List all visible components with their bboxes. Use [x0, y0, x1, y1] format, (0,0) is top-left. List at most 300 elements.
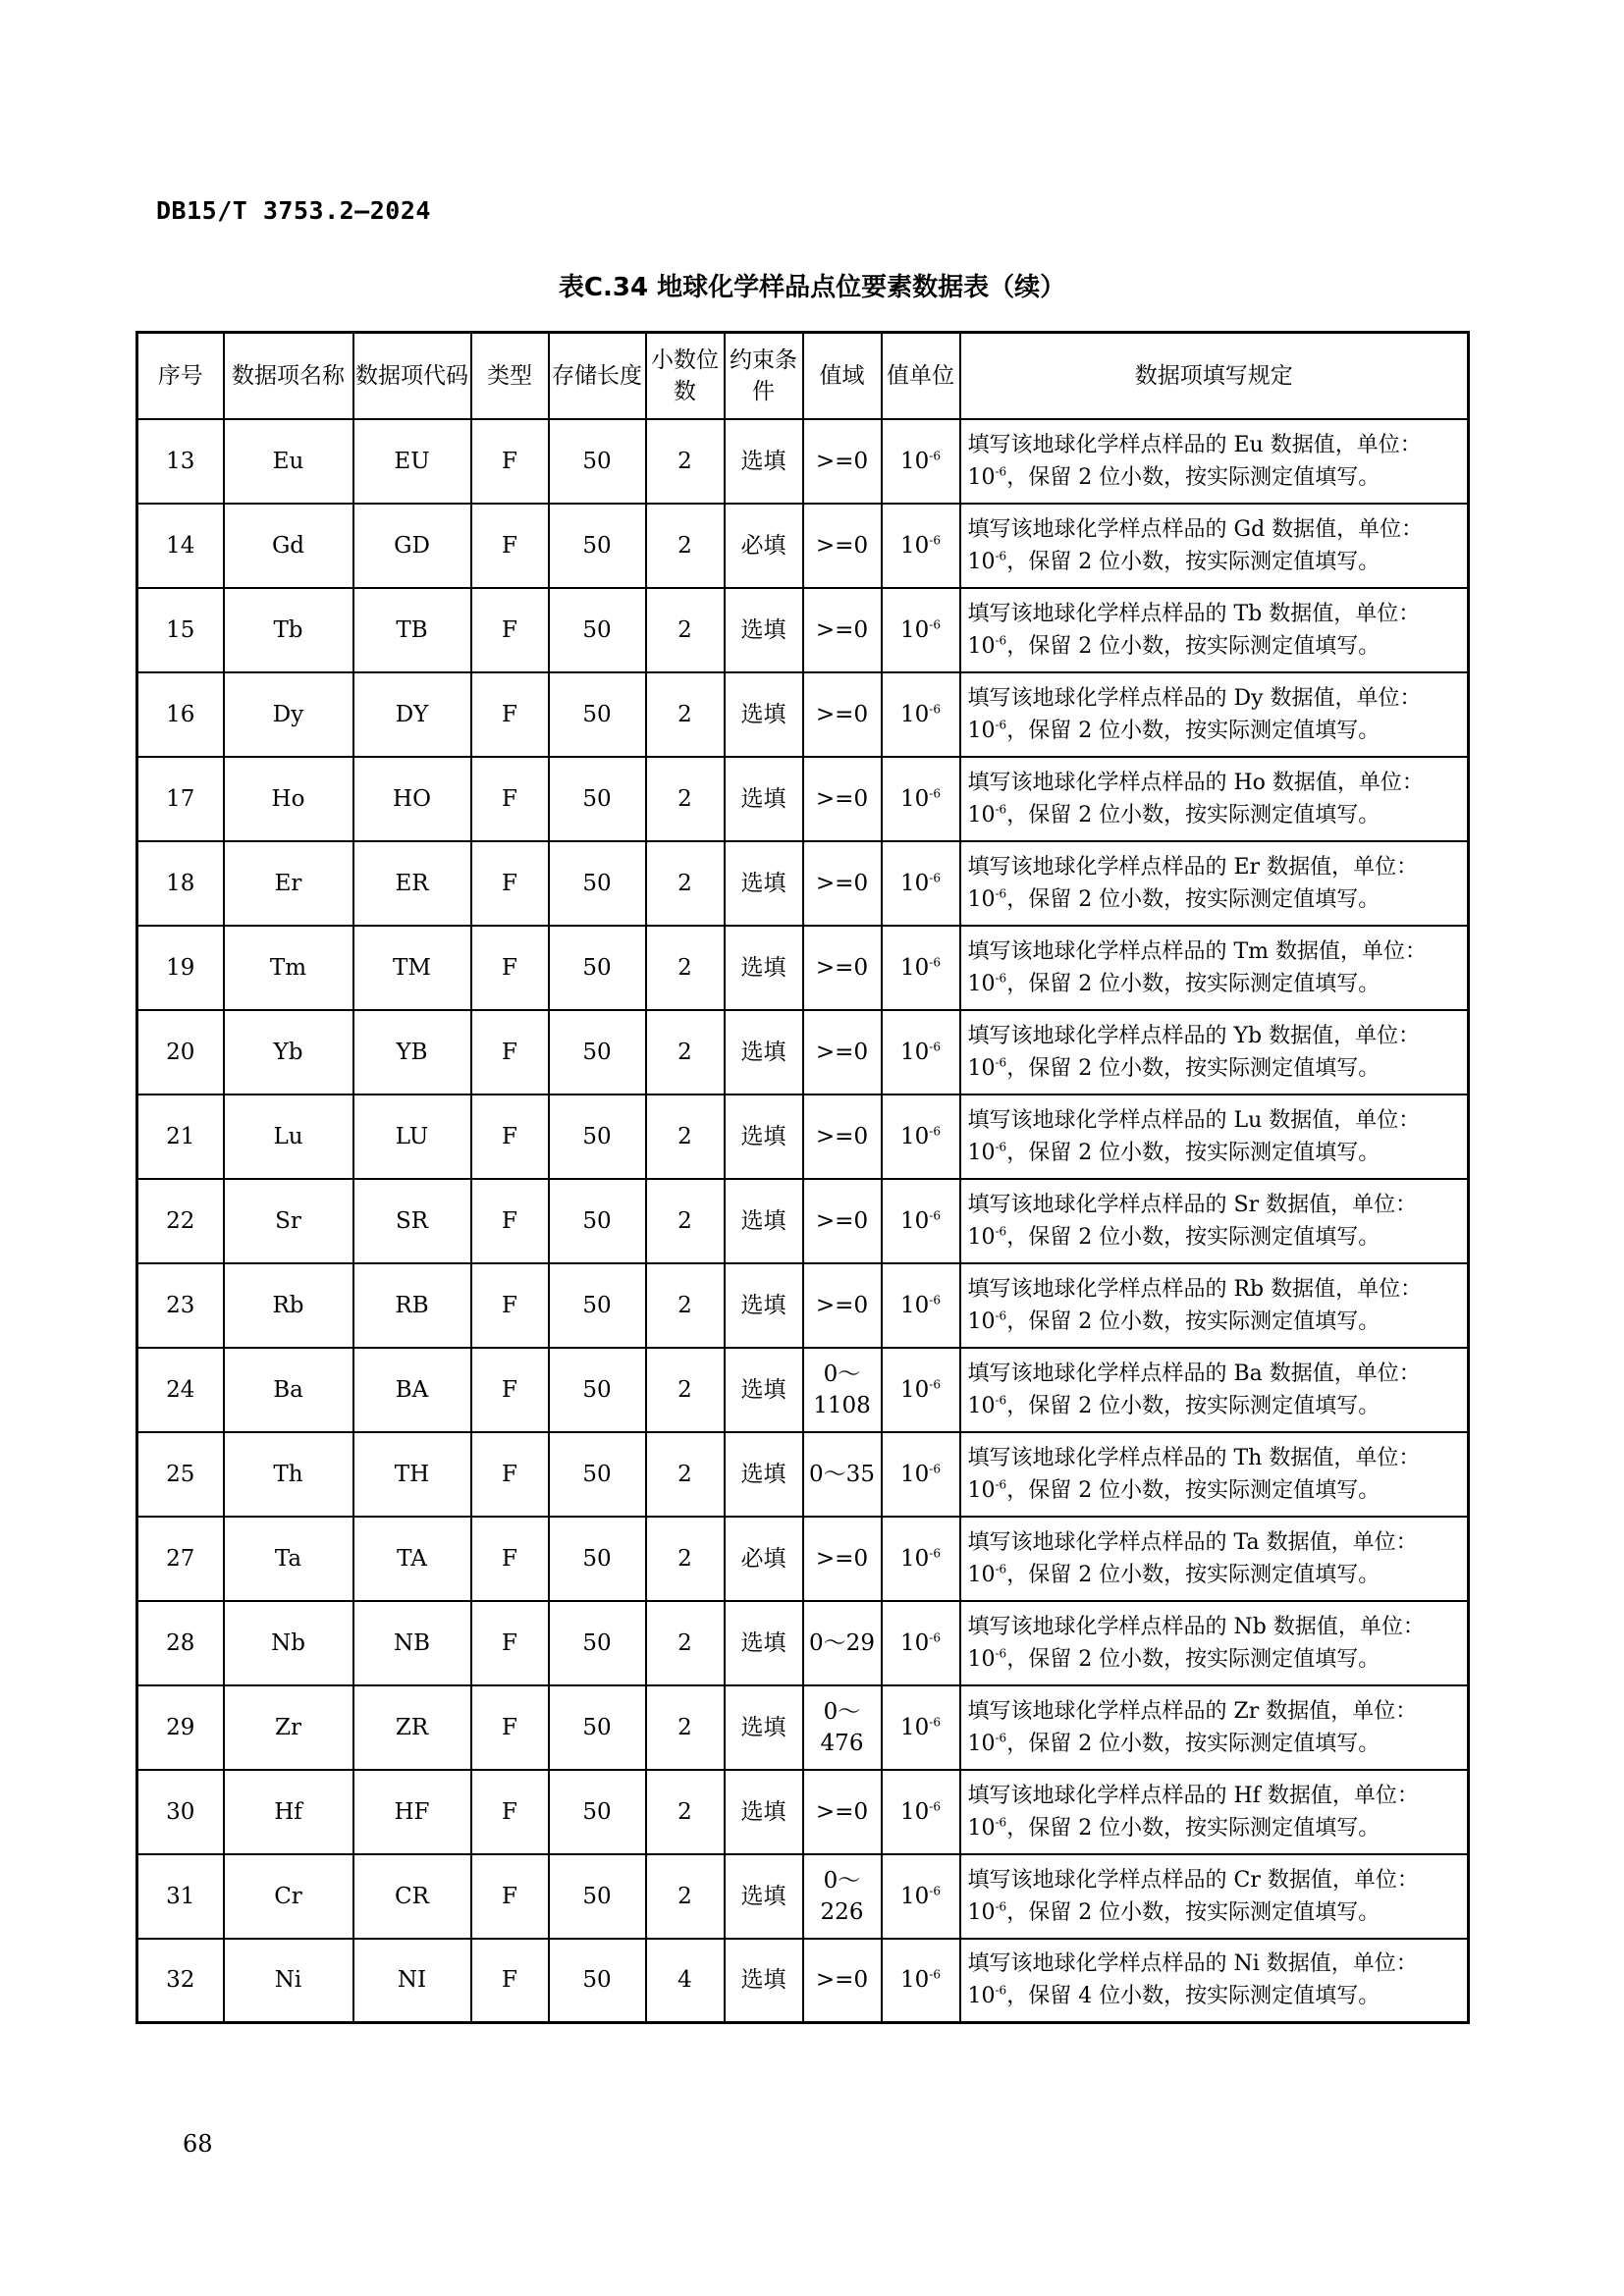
- unit-base: 10: [900, 701, 930, 727]
- cell-rule: [960, 1348, 1469, 1432]
- rule-unit-base: 10: [967, 1815, 996, 1841]
- rule-line-1: 填写该地球化学样点样品的 Th 数据值，单位：: [967, 1445, 1421, 1470]
- cell-length: 50: [549, 1348, 646, 1432]
- rule-unit-exponent: -6: [995, 802, 1007, 817]
- rule-line-2: ，保留 2 位小数，按实际测定值填写。: [1006, 1815, 1380, 1841]
- rule-unit-exponent: -6: [995, 549, 1007, 563]
- cell-unit: [882, 1939, 960, 2023]
- header-unit: 值单位: [882, 333, 960, 419]
- rule-line-1: 填写该地球化学样点样品的 Zr 数据值，单位：: [967, 1698, 1418, 1724]
- cell-length: 50: [549, 1095, 646, 1179]
- cell-constraint: 选填: [725, 1601, 803, 1685]
- unit-base: 10: [900, 532, 930, 559]
- table-row: [137, 926, 1469, 1010]
- table-title: 表C.34 地球化学样品点位要素数据表（续）: [558, 273, 1066, 302]
- rule-unit-exponent: -6: [995, 1983, 1007, 1998]
- cell-unit: [882, 1263, 960, 1348]
- cell-decimals: 2: [646, 1348, 725, 1432]
- cell-name: Tm: [224, 926, 353, 1010]
- unit-base: 10: [900, 785, 930, 812]
- header-domain: 值域: [803, 333, 882, 419]
- cell-domain: >=0: [803, 504, 882, 588]
- rule-line-2: ，保留 2 位小数，按实际测定值填写。: [1006, 464, 1380, 490]
- rule-line-1: 填写该地球化学样点样品的 Gd 数据值，单位：: [967, 516, 1424, 542]
- cell-rule: [960, 1179, 1469, 1263]
- cell-decimals: 2: [646, 757, 725, 841]
- unit-base: 10: [900, 1461, 930, 1487]
- cell-domain: 0～35: [803, 1432, 882, 1517]
- table-row: [137, 1939, 1469, 2023]
- rule-line-2: ，保留 2 位小数，按实际测定值填写。: [1006, 1393, 1380, 1418]
- cell-constraint: 选填: [725, 1939, 803, 2023]
- rule-unit-base: 10: [967, 1646, 996, 1672]
- unit-exponent: -6: [929, 1292, 941, 1307]
- rule-unit-base: 10: [967, 886, 996, 912]
- cell-unit: [882, 1432, 960, 1517]
- unit-base: 10: [900, 1292, 930, 1318]
- cell-type: F: [471, 419, 549, 504]
- cell-rule: [960, 1517, 1469, 1601]
- cell-name: Gd: [224, 504, 353, 588]
- unit-exponent: -6: [929, 448, 941, 462]
- cell-domain: >=0: [803, 1517, 882, 1601]
- cell-type: F: [471, 504, 549, 588]
- cell-constraint: 选填: [725, 1095, 803, 1179]
- rule-unit-base: 10: [967, 971, 996, 996]
- cell-length: 50: [549, 1685, 646, 1770]
- cell-type: F: [471, 1601, 549, 1685]
- table-row: [137, 672, 1469, 757]
- rule-line-1: 填写该地球化学样点样品的 Yb 数据值，单位：: [967, 1023, 1421, 1048]
- cell-type: F: [471, 1348, 549, 1432]
- rule-unit-exponent: -6: [995, 1562, 1007, 1576]
- cell-decimals: 2: [646, 1517, 725, 1601]
- cell-unit: [882, 1685, 960, 1770]
- rule-unit-base: 10: [967, 1477, 996, 1503]
- cell-length: 50: [549, 1517, 646, 1601]
- cell-rule: [960, 1770, 1469, 1854]
- cell-decimals: 2: [646, 1685, 725, 1770]
- table-row: [137, 841, 1469, 926]
- cell-decimals: 2: [646, 1854, 725, 1939]
- table-row: [137, 1432, 1469, 1517]
- rule-line-1: 填写该地球化学样点样品的 Rb 数据值，单位：: [967, 1276, 1423, 1302]
- cell-rule: [960, 672, 1469, 757]
- unit-base: 10: [900, 870, 930, 896]
- cell-constraint: 选填: [725, 841, 803, 926]
- unit-base: 10: [900, 1798, 930, 1825]
- rule-unit-exponent: -6: [995, 1140, 1007, 1154]
- cell-length: 50: [549, 1263, 646, 1348]
- cell-constraint: 选填: [725, 672, 803, 757]
- cell-name: Dy: [224, 672, 353, 757]
- cell-index: 30: [137, 1770, 224, 1854]
- data-table: [135, 331, 1470, 2024]
- cell-name: Lu: [224, 1095, 353, 1179]
- cell-type: F: [471, 1854, 549, 1939]
- cell-decimals: 2: [646, 1601, 725, 1685]
- cell-code: TA: [353, 1517, 471, 1601]
- cell-name: Ba: [224, 1348, 353, 1432]
- rule-unit-exponent: -6: [995, 1815, 1007, 1830]
- header-constraint: 约束条件: [725, 333, 803, 419]
- cell-name: Sr: [224, 1179, 353, 1263]
- cell-domain: >=0: [803, 841, 882, 926]
- cell-name: Nb: [224, 1601, 353, 1685]
- cell-constraint: 选填: [725, 1010, 803, 1095]
- cell-name: Tb: [224, 588, 353, 672]
- unit-exponent: -6: [929, 954, 941, 969]
- cell-unit: [882, 1601, 960, 1685]
- cell-type: F: [471, 1517, 549, 1601]
- cell-constraint: 选填: [725, 1854, 803, 1939]
- cell-length: 50: [549, 1770, 646, 1854]
- cell-type: F: [471, 1770, 549, 1854]
- rule-line-2: ，保留 2 位小数，按实际测定值填写。: [1006, 718, 1380, 743]
- unit-base: 10: [900, 616, 930, 643]
- rule-line-1: 填写该地球化学样点样品的 Dy 数据值，单位：: [967, 685, 1422, 711]
- cell-index: 14: [137, 504, 224, 588]
- cell-domain: 0～476: [803, 1685, 882, 1770]
- cell-domain: >=0: [803, 672, 882, 757]
- cell-rule: [960, 841, 1469, 926]
- cell-length: 50: [549, 504, 646, 588]
- cell-decimals: 2: [646, 419, 725, 504]
- rule-unit-base: 10: [967, 802, 996, 828]
- cell-code: EU: [353, 419, 471, 504]
- unit-exponent: -6: [929, 701, 941, 716]
- cell-name: Ni: [224, 1939, 353, 2023]
- rule-line-2: ，保留 2 位小数，按实际测定值填写。: [1006, 802, 1380, 828]
- cell-length: 50: [549, 1601, 646, 1685]
- cell-domain: >=0: [803, 588, 882, 672]
- cell-length: 50: [549, 588, 646, 672]
- rule-line-2: ，保留 2 位小数，按实际测定值填写。: [1006, 1899, 1380, 1925]
- cell-decimals: 2: [646, 1770, 725, 1854]
- header-code: 数据项代码: [353, 333, 471, 419]
- cell-unit: [882, 1517, 960, 1601]
- cell-domain: >=0: [803, 1939, 882, 2023]
- page-number: 68: [183, 2130, 213, 2158]
- cell-type: F: [471, 926, 549, 1010]
- cell-domain: >=0: [803, 757, 882, 841]
- cell-rule: [960, 1010, 1469, 1095]
- cell-index: 16: [137, 672, 224, 757]
- cell-rule: [960, 1685, 1469, 1770]
- rule-line-2: ，保留 2 位小数，按实际测定值填写。: [1006, 1731, 1380, 1756]
- cell-code: BA: [353, 1348, 471, 1432]
- rule-unit-exponent: -6: [995, 1224, 1007, 1239]
- cell-domain: >=0: [803, 1179, 882, 1263]
- cell-rule: [960, 1939, 1469, 2023]
- cell-index: 24: [137, 1348, 224, 1432]
- rule-line-1: 填写该地球化学样点样品的 Ta 数据值，单位：: [967, 1529, 1418, 1555]
- cell-constraint: 选填: [725, 1770, 803, 1854]
- cell-name: Yb: [224, 1010, 353, 1095]
- rule-unit-exponent: -6: [995, 971, 1007, 986]
- table-row: [137, 1601, 1469, 1685]
- cell-name: Er: [224, 841, 353, 926]
- cell-type: F: [471, 757, 549, 841]
- cell-code: NB: [353, 1601, 471, 1685]
- cell-length: 50: [549, 1179, 646, 1263]
- rule-unit-base: 10: [967, 1140, 996, 1165]
- table-header-row: [137, 333, 1469, 419]
- cell-length: 50: [549, 926, 646, 1010]
- rule-line-1: 填写该地球化学样点样品的 Eu 数据值，单位：: [967, 432, 1422, 457]
- table-row: [137, 504, 1469, 588]
- rule-unit-base: 10: [967, 1899, 996, 1925]
- unit-exponent: -6: [929, 1798, 941, 1813]
- cell-unit: [882, 1179, 960, 1263]
- cell-index: 32: [137, 1939, 224, 2023]
- rule-line-1: 填写该地球化学样点样品的 Lu 数据值，单位：: [967, 1107, 1421, 1133]
- rule-unit-base: 10: [967, 1224, 996, 1250]
- cell-domain: >=0: [803, 1010, 882, 1095]
- cell-code: RB: [353, 1263, 471, 1348]
- rule-unit-base: 10: [967, 718, 996, 743]
- rule-unit-exponent: -6: [995, 1899, 1007, 1914]
- cell-code: SR: [353, 1179, 471, 1263]
- cell-domain: >=0: [803, 926, 882, 1010]
- rule-unit-exponent: -6: [995, 464, 1007, 479]
- header-decimals: 小数位数: [646, 333, 725, 419]
- cell-constraint: 选填: [725, 1348, 803, 1432]
- cell-type: F: [471, 588, 549, 672]
- cell-domain: >=0: [803, 1263, 882, 1348]
- rule-line-1: 填写该地球化学样点样品的 Nb 数据值，单位：: [967, 1614, 1425, 1639]
- cell-decimals: 2: [646, 1179, 725, 1263]
- rule-line-2: ，保留 2 位小数，按实际测定值填写。: [1006, 886, 1380, 912]
- cell-code: YB: [353, 1010, 471, 1095]
- table-row: [137, 1179, 1469, 1263]
- rule-line-2: ，保留 2 位小数，按实际测定值填写。: [1006, 1562, 1380, 1587]
- rule-line-1: 填写该地球化学样点样品的 Sr 数据值，单位：: [967, 1192, 1418, 1217]
- cell-domain: 0～1108: [803, 1348, 882, 1432]
- cell-type: F: [471, 841, 549, 926]
- unit-exponent: -6: [929, 1883, 941, 1897]
- table-body: [137, 419, 1469, 2023]
- cell-type: F: [471, 1939, 549, 2023]
- cell-unit: [882, 672, 960, 757]
- unit-exponent: -6: [929, 870, 941, 884]
- rule-line-2: ，保留 2 位小数，按实际测定值填写。: [1006, 1477, 1380, 1503]
- rule-line-2: ，保留 2 位小数，按实际测定值填写。: [1006, 1646, 1380, 1672]
- cell-constraint: 选填: [725, 1685, 803, 1770]
- cell-domain: >=0: [803, 1095, 882, 1179]
- unit-exponent: -6: [929, 785, 941, 800]
- cell-type: F: [471, 672, 549, 757]
- cell-length: 50: [549, 672, 646, 757]
- table-row: [137, 588, 1469, 672]
- rule-unit-exponent: -6: [995, 718, 1007, 732]
- rule-line-1: 填写该地球化学样点样品的 Hf 数据值，单位：: [967, 1783, 1419, 1808]
- rule-line-2: ，保留 2 位小数，按实际测定值填写。: [1006, 633, 1380, 659]
- cell-index: 25: [137, 1432, 224, 1517]
- cell-rule: [960, 757, 1469, 841]
- cell-constraint: 选填: [725, 926, 803, 1010]
- cell-code: CR: [353, 1854, 471, 1939]
- cell-rule: [960, 1601, 1469, 1685]
- unit-base: 10: [900, 1039, 930, 1065]
- rule-line-1: 填写该地球化学样点样品的 Tb 数据值，单位：: [967, 601, 1421, 626]
- header-rule: 数据项填写规定: [960, 333, 1469, 419]
- unit-base: 10: [900, 1376, 930, 1403]
- rule-unit-base: 10: [967, 1393, 996, 1418]
- unit-exponent: -6: [929, 1714, 941, 1729]
- cell-code: DY: [353, 672, 471, 757]
- unit-exponent: -6: [929, 1207, 941, 1222]
- cell-unit: [882, 841, 960, 926]
- rule-line-2: ，保留 2 位小数，按实际测定值填写。: [1006, 1140, 1380, 1165]
- cell-unit: [882, 1010, 960, 1095]
- cell-name: Cr: [224, 1854, 353, 1939]
- rule-line-2: ，保留 2 位小数，按实际测定值填写。: [1006, 971, 1380, 996]
- unit-exponent: -6: [929, 1967, 941, 1982]
- cell-name: Ta: [224, 1517, 353, 1601]
- rule-unit-exponent: -6: [995, 1055, 1007, 1070]
- cell-code: HF: [353, 1770, 471, 1854]
- cell-length: 50: [549, 1854, 646, 1939]
- cell-code: ER: [353, 841, 471, 926]
- cell-index: 27: [137, 1517, 224, 1601]
- rule-unit-base: 10: [967, 1562, 996, 1587]
- cell-code: TM: [353, 926, 471, 1010]
- cell-index: 19: [137, 926, 224, 1010]
- cell-index: 15: [137, 588, 224, 672]
- cell-code: TH: [353, 1432, 471, 1517]
- cell-index: 28: [137, 1601, 224, 1685]
- cell-code: NI: [353, 1939, 471, 2023]
- unit-exponent: -6: [929, 1545, 941, 1560]
- cell-length: 50: [549, 1010, 646, 1095]
- cell-unit: [882, 504, 960, 588]
- rule-line-1: 填写该地球化学样点样品的 Ho 数据值，单位：: [967, 770, 1424, 795]
- unit-exponent: -6: [929, 1629, 941, 1644]
- cell-constraint: 必填: [725, 1517, 803, 1601]
- rule-unit-base: 10: [967, 1984, 996, 2009]
- cell-length: 50: [549, 419, 646, 504]
- rule-unit-base: 10: [967, 633, 996, 659]
- cell-rule: [960, 419, 1469, 504]
- cell-constraint: 选填: [725, 419, 803, 504]
- cell-decimals: 2: [646, 1095, 725, 1179]
- cell-rule: [960, 1432, 1469, 1517]
- header-name: 数据项名称: [224, 333, 353, 419]
- rule-unit-exponent: -6: [995, 1731, 1007, 1745]
- unit-base: 10: [900, 1883, 930, 1909]
- cell-constraint: 必填: [725, 504, 803, 588]
- cell-rule: [960, 1095, 1469, 1179]
- unit-base: 10: [900, 954, 930, 981]
- cell-constraint: 选填: [725, 1179, 803, 1263]
- unit-exponent: -6: [929, 616, 941, 631]
- cell-length: 50: [549, 1432, 646, 1517]
- cell-type: F: [471, 1263, 549, 1348]
- cell-name: Rb: [224, 1263, 353, 1348]
- unit-base: 10: [900, 1714, 930, 1740]
- cell-name: Eu: [224, 419, 353, 504]
- unit-base: 10: [900, 1207, 930, 1234]
- cell-length: 50: [549, 841, 646, 926]
- cell-index: 23: [137, 1263, 224, 1348]
- table-row: [137, 1348, 1469, 1432]
- rule-unit-base: 10: [967, 1731, 996, 1756]
- cell-decimals: 2: [646, 1432, 725, 1517]
- header-length: 存储长度: [549, 333, 646, 419]
- table-row: [137, 1517, 1469, 1601]
- cell-domain: 0～29: [803, 1601, 882, 1685]
- cell-constraint: 选填: [725, 588, 803, 672]
- cell-type: F: [471, 1010, 549, 1095]
- unit-base: 10: [900, 1629, 930, 1656]
- rule-line-2: ，保留 2 位小数，按实际测定值填写。: [1006, 549, 1380, 574]
- cell-name: Th: [224, 1432, 353, 1517]
- header-index: 序号: [137, 333, 224, 419]
- cell-rule: [960, 1263, 1469, 1348]
- cell-type: F: [471, 1095, 549, 1179]
- unit-base: 10: [900, 1545, 930, 1572]
- document-header: DB15/T 3753.2—2024: [156, 196, 431, 225]
- cell-type: F: [471, 1685, 549, 1770]
- rule-unit-base: 10: [967, 1308, 996, 1334]
- table-row: [137, 1095, 1469, 1179]
- cell-unit: [882, 419, 960, 504]
- cell-code: LU: [353, 1095, 471, 1179]
- cell-index: 18: [137, 841, 224, 926]
- cell-length: 50: [549, 757, 646, 841]
- header-type: 类型: [471, 333, 549, 419]
- cell-rule: [960, 1854, 1469, 1939]
- cell-decimals: 2: [646, 1010, 725, 1095]
- cell-constraint: 选填: [725, 757, 803, 841]
- unit-exponent: -6: [929, 532, 941, 547]
- rule-unit-base: 10: [967, 464, 996, 490]
- cell-decimals: 2: [646, 841, 725, 926]
- cell-code: ZR: [353, 1685, 471, 1770]
- unit-base: 10: [900, 1123, 930, 1149]
- cell-decimals: 2: [646, 504, 725, 588]
- cell-code: GD: [353, 504, 471, 588]
- unit-exponent: -6: [929, 1461, 941, 1475]
- cell-unit: [882, 757, 960, 841]
- cell-rule: [960, 504, 1469, 588]
- cell-unit: [882, 1770, 960, 1854]
- cell-constraint: 选填: [725, 1263, 803, 1348]
- unit-exponent: -6: [929, 1123, 941, 1138]
- cell-index: 20: [137, 1010, 224, 1095]
- unit-base: 10: [900, 1967, 930, 1994]
- cell-name: Ho: [224, 757, 353, 841]
- rule-line-1: 填写该地球化学样点样品的 Er 数据值，单位：: [967, 854, 1419, 880]
- rule-line-2: ，保留 2 位小数，按实际测定值填写。: [1006, 1224, 1380, 1250]
- cell-rule: [960, 926, 1469, 1010]
- rule-line-1: 填写该地球化学样点样品的 Tm 数据值，单位：: [967, 938, 1428, 964]
- cell-decimals: 4: [646, 1939, 725, 2023]
- cell-unit: [882, 926, 960, 1010]
- cell-decimals: 2: [646, 1263, 725, 1348]
- unit-exponent: -6: [929, 1039, 941, 1053]
- rule-unit-exponent: -6: [995, 633, 1007, 648]
- table-row: [137, 419, 1469, 504]
- unit-exponent: -6: [929, 1376, 941, 1391]
- rule-unit-base: 10: [967, 1055, 996, 1081]
- rule-line-2: ，保留 2 位小数，按实际测定值填写。: [1006, 1308, 1380, 1334]
- cell-type: F: [471, 1179, 549, 1263]
- table-row: [137, 1010, 1469, 1095]
- cell-unit: [882, 1348, 960, 1432]
- table-row: [137, 757, 1469, 841]
